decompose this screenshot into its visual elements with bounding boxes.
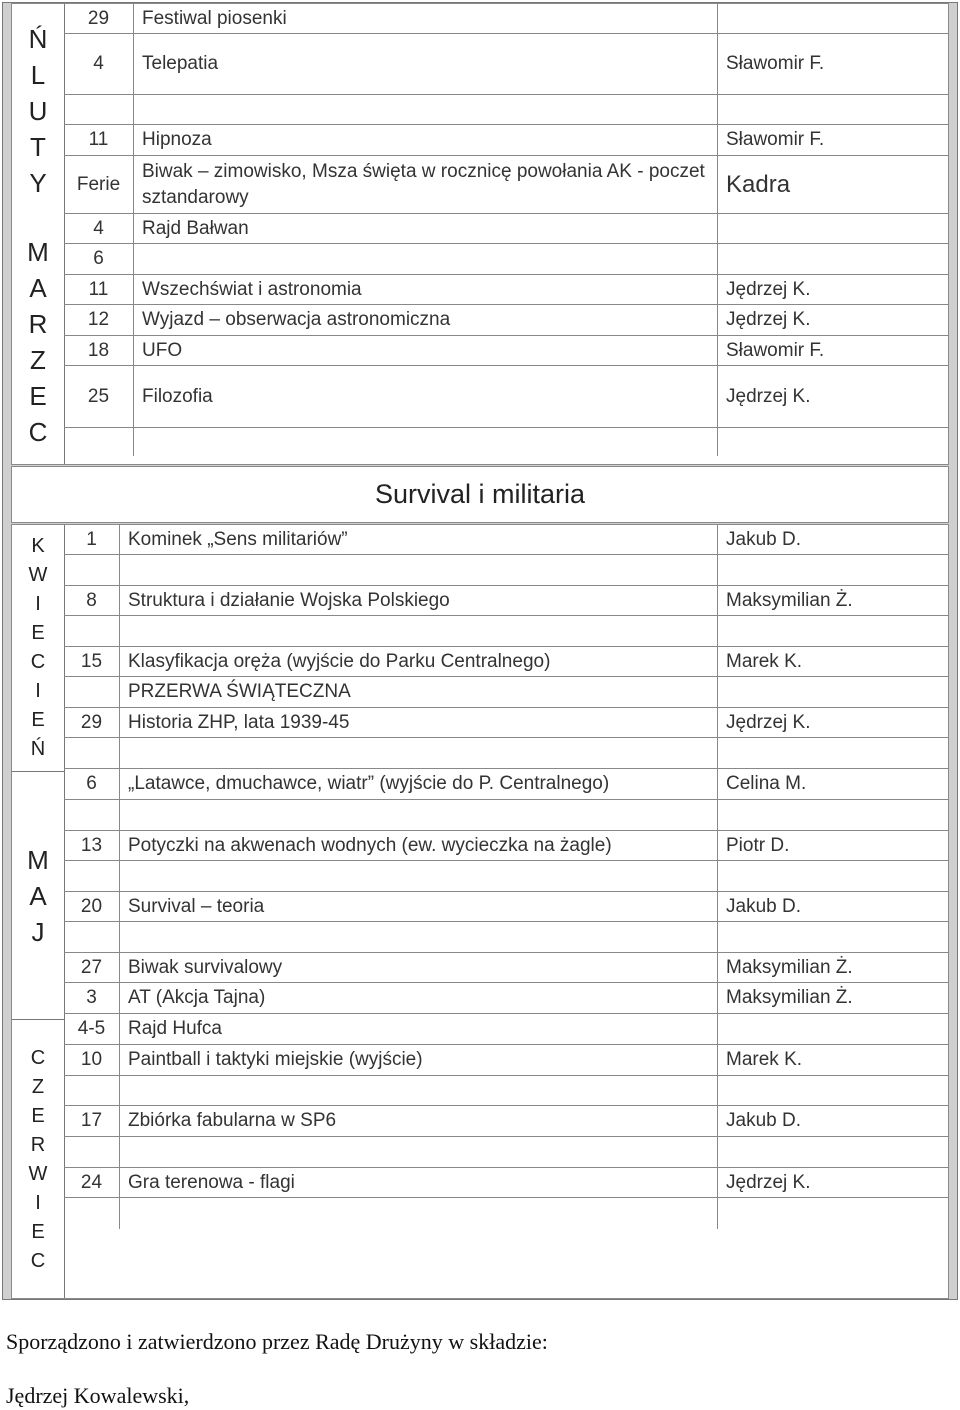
month-letter: E — [29, 381, 47, 411]
table-row — [64, 428, 948, 456]
day-cell — [64, 428, 134, 456]
month-letter: C — [28, 417, 48, 447]
section-winter-spring — [11, 3, 949, 465]
table-row — [64, 555, 948, 586]
month-letter: R — [28, 309, 48, 339]
section2-rows — [64, 525, 948, 1298]
topic-cell — [120, 1076, 718, 1105]
leader-cell — [718, 1198, 948, 1229]
leader-cell: Marek K. — [726, 650, 803, 672]
leader-cell: Jakub D. — [726, 1110, 801, 1131]
day-cell — [64, 677, 120, 707]
month-letter: E — [31, 1221, 45, 1243]
day-cell: 15 — [64, 647, 120, 676]
month-letter: C — [30, 1047, 46, 1069]
day-cell: 13 — [64, 831, 120, 860]
section-survival — [11, 524, 949, 1299]
leader-cell — [718, 555, 948, 585]
leader-cell: Jakub D. — [726, 895, 801, 917]
day-cell: 27 — [64, 953, 120, 982]
topic-cell: „Latawce, dmuchawce, wiatr” (wyjście do P. Centralnego) — [120, 769, 718, 799]
day-cell: 20 — [64, 892, 120, 921]
table-row — [64, 1014, 948, 1045]
topic-cell: Rajd Hufca — [120, 1014, 718, 1044]
month-letter: Ń — [28, 24, 48, 54]
month-letter: M — [27, 844, 49, 875]
leader-cell: Maksymilian Ż. — [726, 589, 853, 611]
table-row — [64, 983, 948, 1014]
month-letter: K — [31, 535, 45, 557]
table-row — [64, 214, 948, 244]
topic-cell — [134, 244, 718, 274]
day-cell: 1 — [64, 525, 120, 554]
leader-cell — [718, 738, 948, 768]
month-letter: U — [28, 96, 48, 126]
table-row — [64, 305, 948, 336]
leader-cell: Jędrzej K. — [726, 386, 811, 407]
topic-cell: Hipnoza — [134, 125, 718, 155]
month-kwiecien — [12, 525, 64, 771]
topic-cell — [120, 800, 718, 830]
table-row — [64, 892, 948, 922]
topic-cell — [134, 95, 718, 124]
table-row — [64, 275, 948, 305]
leader-cell — [718, 244, 948, 274]
month-column — [12, 4, 65, 464]
day-cell — [64, 738, 120, 768]
topic-cell: Rajd Bałwan — [134, 214, 718, 243]
month-letter: W — [28, 1163, 48, 1185]
day-cell — [64, 861, 120, 891]
day-cell: 6 — [64, 769, 120, 799]
topic-cell: Festiwal piosenki — [134, 4, 718, 33]
day-cell: 4-5 — [64, 1014, 120, 1044]
day-cell: 4 — [64, 214, 134, 243]
footer-line-2: Jędrzej Kowalewski, — [6, 1383, 190, 1408]
table-row — [64, 586, 948, 616]
table-row — [64, 738, 948, 769]
leader-cell: Jędrzej K. — [726, 309, 811, 330]
month-letter: R — [30, 1134, 46, 1156]
leader-cell: Sławomir F. — [726, 129, 825, 150]
leader-cell: Maksymilian Ż. — [726, 987, 853, 1008]
leader-cell — [718, 861, 948, 891]
day-cell — [64, 95, 134, 124]
leader-cell: Jędrzej K. — [726, 1171, 811, 1193]
topic-cell — [120, 616, 718, 646]
leader-cell: Jędrzej K. — [726, 711, 811, 733]
month-marzec — [12, 218, 64, 466]
month-letter: W — [28, 564, 48, 586]
topic-cell: Gra terenowa - flagi — [120, 1168, 718, 1197]
leader-cell — [718, 214, 948, 243]
day-cell — [64, 800, 120, 830]
leader-cell — [718, 1137, 948, 1167]
day-cell — [64, 1198, 120, 1229]
topic-cell: Historia ZHP, lata 1939-45 — [120, 708, 718, 737]
table-row — [64, 647, 948, 677]
topic-cell: PRZERWA ŚWIĄTECZNA — [120, 677, 718, 707]
leader-cell: Piotr D. — [726, 834, 790, 856]
table-row — [64, 525, 948, 555]
day-cell — [64, 555, 120, 585]
leader-cell: Sławomir F. — [726, 339, 825, 361]
month-letter: I — [35, 680, 41, 702]
month-letter: C — [30, 651, 46, 673]
topic-cell — [120, 1137, 718, 1167]
month-czerwiec — [12, 1019, 64, 1300]
leader-cell: Marek K. — [726, 1049, 803, 1070]
day-cell: 24 — [64, 1168, 120, 1197]
topic-cell: Biwak – zimowisko, Msza święta w rocznicę powołania AK - poczet sztandarowy — [134, 156, 718, 213]
table-row — [64, 769, 948, 800]
topic-cell — [120, 861, 718, 891]
table-row — [64, 677, 948, 708]
month-letter: T — [30, 132, 46, 162]
topic-cell: Paintball i taktyki miejskie (wyjście) — [120, 1045, 718, 1075]
day-cell: 18 — [64, 336, 134, 365]
topic-cell: Klasyfikacja oręża (wyjście do Parku Centralnego) — [120, 647, 718, 676]
table-row — [64, 1198, 948, 1229]
month-letter: L — [30, 60, 46, 90]
leader-cell — [718, 95, 948, 124]
table-row — [64, 1076, 948, 1106]
month-luty — [12, 4, 64, 218]
day-cell — [64, 1137, 120, 1167]
month-letter: Z — [30, 345, 46, 375]
table-row — [64, 156, 948, 214]
leader-cell — [718, 616, 948, 646]
day-cell: 12 — [64, 305, 134, 335]
topic-cell: Wszechświat i astronomia — [134, 275, 718, 304]
leader-cell: Jakub D. — [726, 528, 801, 550]
table-row — [64, 616, 948, 647]
leader-cell: Sławomir F. — [726, 53, 825, 74]
day-cell — [64, 616, 120, 646]
topic-cell: Kominek „Sens militariów” — [120, 525, 718, 554]
table-row — [64, 244, 948, 275]
topic-cell — [120, 1198, 718, 1229]
table-row — [64, 800, 948, 831]
leader-cell: Celina M. — [726, 773, 807, 794]
schedule-table — [2, 2, 958, 1300]
day-cell: 29 — [64, 708, 120, 737]
table-row — [64, 125, 948, 156]
leader-cell: Jędrzej K. — [726, 278, 811, 300]
day-cell: 3 — [64, 983, 120, 1013]
topic-cell: UFO — [134, 336, 718, 365]
topic-cell — [120, 922, 718, 952]
day-cell: 11 — [64, 125, 134, 155]
leader-cell — [718, 922, 948, 952]
leader-cell — [718, 677, 948, 707]
section-heading: Survival i militaria — [11, 466, 949, 523]
table-row — [64, 861, 948, 892]
table-row — [64, 34, 948, 95]
month-letter: Y — [29, 168, 47, 198]
topic-cell: Potyczki na akwenach wodnych (ew. wycieczka na żagle) — [120, 831, 718, 860]
day-cell: 25 — [64, 367, 134, 427]
topic-cell: Biwak survivalowy — [120, 953, 718, 982]
leader-cell — [718, 1014, 948, 1044]
day-cell: 8 — [64, 586, 120, 615]
topic-cell: Zbiórka fabularna w SP6 — [120, 1106, 718, 1136]
month-letter: I — [35, 1192, 41, 1214]
day-cell: 17 — [64, 1106, 120, 1136]
leader-cell — [718, 4, 948, 33]
day-cell: 11 — [64, 275, 134, 304]
topic-cell: Wyjazd – obserwacja astronomiczna — [134, 305, 718, 335]
topic-cell: Telepatia — [134, 34, 718, 94]
table-row — [64, 4, 948, 34]
table-row — [64, 1137, 948, 1168]
month-letter: A — [29, 880, 47, 911]
topic-cell — [134, 428, 718, 456]
day-cell: 6 — [64, 244, 134, 274]
table-row — [64, 922, 948, 953]
footer-line-1: Sporządzono i zatwierdzono przez Radę Drużyny w składzie: — [6, 1329, 548, 1354]
leader-cell — [718, 428, 948, 456]
month-letter: E — [31, 1105, 45, 1127]
table-row — [64, 367, 948, 428]
table-row — [64, 95, 948, 125]
leader-cell — [718, 1076, 948, 1105]
leader-cell: Kadra — [726, 170, 791, 198]
day-cell — [64, 922, 120, 952]
month-column — [12, 525, 65, 1298]
table-row — [64, 1168, 948, 1198]
table-row — [64, 1045, 948, 1076]
topic-cell: AT (Akcja Tajna) — [120, 983, 718, 1013]
month-letter: C — [30, 1250, 46, 1272]
month-letter: M — [27, 237, 49, 267]
day-cell: 29 — [64, 4, 134, 33]
month-letter: Z — [31, 1076, 45, 1098]
table-row — [64, 708, 948, 738]
day-cell: 4 — [64, 34, 134, 94]
topic-cell: Survival – teoria — [120, 892, 718, 921]
month-letter: Ń — [30, 738, 46, 760]
month-letter: A — [29, 273, 47, 303]
table-row — [64, 336, 948, 366]
month-letter: E — [31, 709, 45, 731]
leader-cell — [718, 800, 948, 830]
topic-cell: Struktura i działanie Wojska Polskiego — [120, 586, 718, 615]
topic-cell — [120, 555, 718, 585]
month-maj — [12, 771, 64, 1019]
section1-rows — [64, 4, 948, 464]
day-cell — [64, 1076, 120, 1105]
day-cell: Ferie — [64, 156, 134, 213]
topic-cell: Filozofia — [134, 367, 718, 427]
month-letter: E — [31, 622, 45, 644]
leader-cell: Maksymilian Ż. — [726, 956, 853, 978]
day-cell: 10 — [64, 1045, 120, 1075]
month-letter: I — [35, 593, 41, 615]
table-row — [64, 953, 948, 983]
table-row — [64, 831, 948, 861]
topic-cell — [120, 738, 718, 768]
table-row — [64, 1106, 948, 1137]
month-letter: J — [31, 916, 45, 947]
